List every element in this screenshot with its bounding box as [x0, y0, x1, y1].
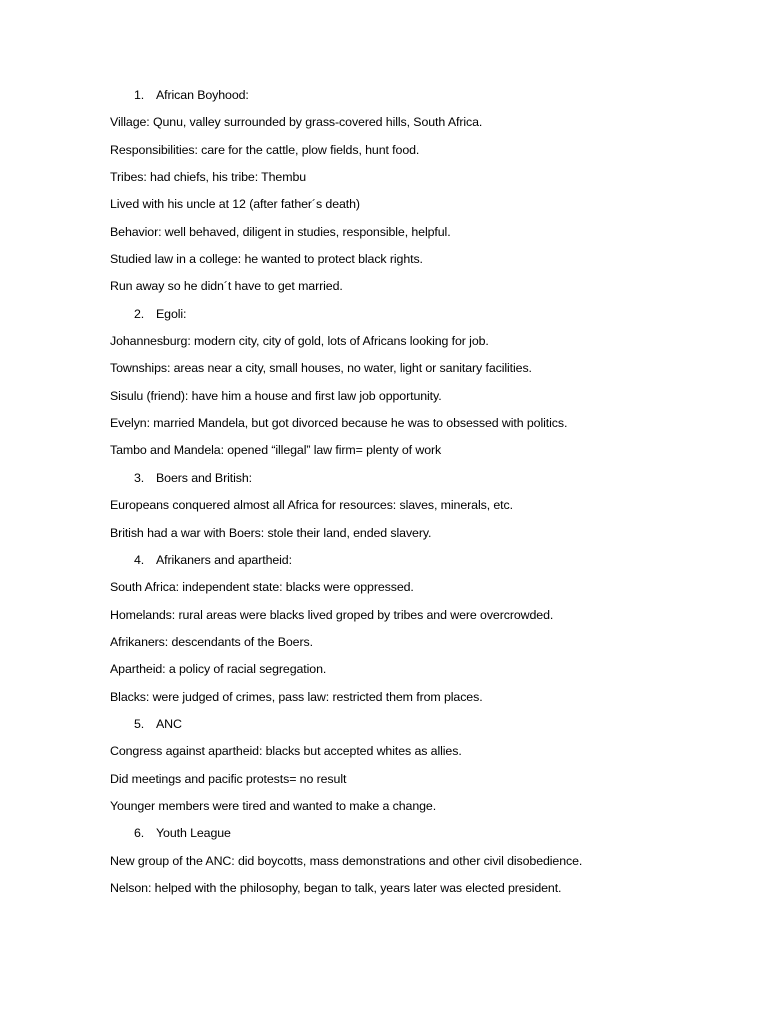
- body-line: Village: Qunu, valley surrounded by grass-covered hills, South Africa.: [110, 115, 483, 130]
- body-line: Did meetings and pacific protests= no result: [110, 771, 347, 786]
- section-title: African Boyhood:: [156, 88, 249, 102]
- body-line: New group of the ANC: did boycotts, mass demonstrations and other civil disobedience.: [110, 853, 583, 868]
- body-line: Nelson: helped with the philosophy, began to talk, years later was elected president.: [110, 880, 562, 895]
- body-line: Younger members were tired and wanted to make a change.: [110, 798, 437, 813]
- body-line: Apartheid: a policy of racial segregation.: [110, 662, 327, 677]
- section-title: ANC: [156, 716, 182, 731]
- section-title: Afrikaners and apartheid:: [156, 552, 292, 567]
- section-heading-boers-and-british: [110, 468, 730, 495]
- body-line: Lived with his uncle at 12 (after father´s death): [110, 197, 360, 212]
- section-title: Boers and British:: [156, 470, 252, 485]
- section-heading-youth-league: [110, 823, 730, 850]
- section-number: 6.: [134, 826, 145, 841]
- body-line: South Africa: independent state: blacks were oppressed.: [110, 580, 414, 595]
- section-number: 2.: [134, 306, 145, 321]
- section-heading-egoli: [110, 304, 730, 331]
- body-line: Studied law in a college: he wanted to protect black rights.: [110, 252, 423, 267]
- body-line: Responsibilities: care for the cattle, plow fields, hunt food.: [110, 142, 420, 157]
- section-title: Youth League: [156, 826, 231, 841]
- section-heading-afrikaners-and-apartheid: [110, 550, 730, 577]
- section-heading-african-boyhood: [110, 85, 730, 112]
- section-number: 3.: [134, 470, 145, 485]
- body-line: Behavior: well behaved, diligent in studies, responsible, helpful.: [110, 224, 451, 239]
- document-content: [110, 85, 730, 905]
- body-line: Sisulu (friend): have him a house and first law job opportunity.: [110, 388, 442, 403]
- section-number: 1.: [134, 88, 145, 102]
- body-line: British had a war with Boers: stole their land, ended slavery.: [110, 525, 432, 540]
- body-line: Tambo and Mandela: opened “illegal” law firm= plenty of work: [110, 443, 442, 458]
- body-line: Run away so he didn´t have to get married.: [110, 279, 343, 294]
- body-line: Europeans conquered almost all Africa for resources: slaves, minerals, etc.: [110, 498, 513, 513]
- section-number: 5.: [134, 716, 145, 731]
- body-line: Johannesburg: modern city, city of gold, lots of Africans looking for job.: [110, 334, 489, 349]
- body-line: Blacks: were judged of crimes, pass law: restricted them from places.: [110, 689, 483, 704]
- section-title: Egoli:: [156, 306, 187, 321]
- body-line: Tribes: had chiefs, his tribe: Thembu: [110, 170, 307, 185]
- section-heading-anc: [110, 714, 730, 741]
- body-line: Homelands: rural areas were blacks lived groped by tribes and were overcrowded.: [110, 607, 554, 622]
- body-line: Congress against apartheid: blacks but accepted whites as allies.: [110, 744, 462, 759]
- body-line: Afrikaners: descendants of the Boers.: [110, 634, 313, 649]
- body-line: Evelyn: married Mandela, but got divorced because he was to obsessed with politics.: [110, 416, 568, 431]
- section-number: 4.: [134, 552, 145, 567]
- body-line: Townships: areas near a city, small houses, no water, light or sanitary facilities.: [110, 361, 532, 376]
